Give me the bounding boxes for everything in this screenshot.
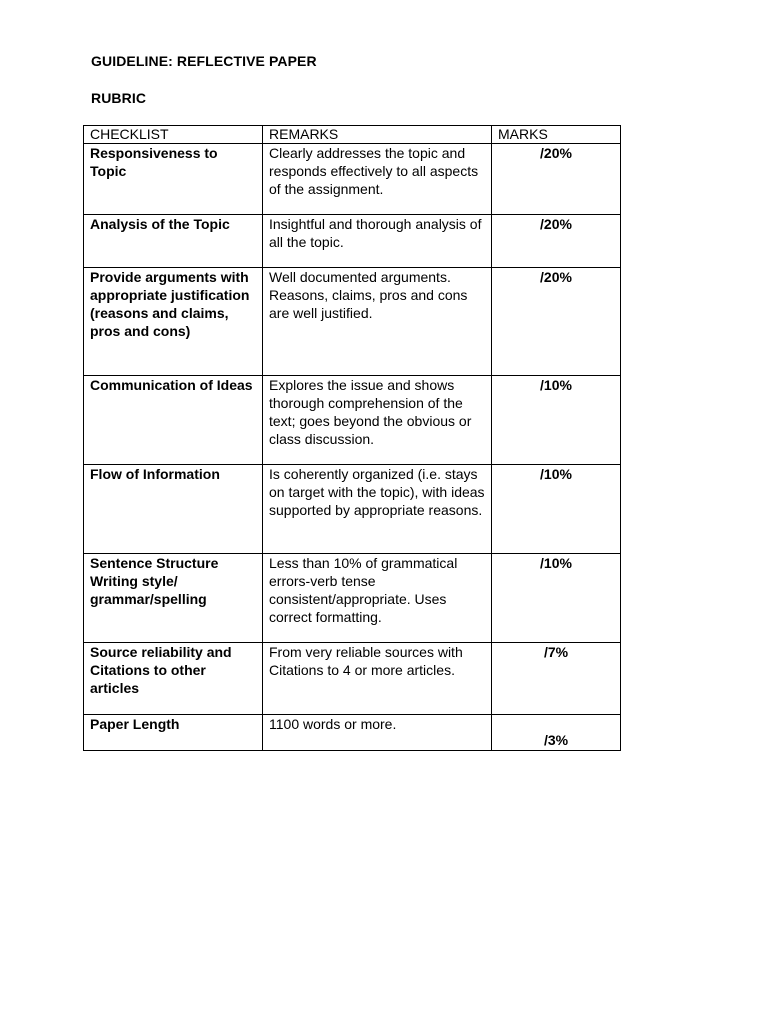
mark-cell: /3% [492,715,621,751]
criterion-cell: Provide arguments with appropriate justification (reasons and claims, pros and cons) [84,268,263,376]
column-header-marks: MARKS [492,126,621,144]
table-row [84,643,621,715]
section-heading: RUBRIC [91,90,147,106]
remark-cell: Clearly addresses the topic and responds effectively to all aspects of the assignment. [263,144,492,215]
table-row [84,554,621,643]
criterion-cell: Flow of Information [84,465,263,554]
table-row [84,215,621,268]
rubric-table [83,125,621,751]
table-row [84,715,621,751]
table-row [84,144,621,215]
column-header-checklist: CHECKLIST [84,126,263,144]
criterion-cell: Source reliability and Citations to other articles [84,643,263,715]
table-row [84,465,621,554]
mark-cell: /10% [492,465,621,554]
criterion-cell: Responsiveness to Topic [84,144,263,215]
remark-cell: From very reliable sources with Citations to 4 or more articles. [263,643,492,715]
remark-cell: Insightful and thorough analysis of all the topic. [263,215,492,268]
mark-cell: /20% [492,144,621,215]
criterion-cell: Paper Length [84,715,263,751]
mark-cell: /10% [492,376,621,465]
criterion-cell: Communication of Ideas [84,376,263,465]
criterion-cell: Analysis of the Topic [84,215,263,268]
remark-cell: 1100 words or more. [263,715,492,751]
table-row [84,268,621,376]
mark-cell: /10% [492,554,621,643]
mark-cell: /20% [492,268,621,376]
table-row [84,376,621,465]
remark-cell: Well documented arguments. Reasons, claims, pros and cons are well justified. [263,268,492,376]
column-header-remarks: REMARKS [263,126,492,144]
remark-cell: Less than 10% of grammatical errors-verb tense consistent/appropriate. Uses correct formatting. [263,554,492,643]
document-title: GUIDELINE: REFLECTIVE PAPER [91,53,317,69]
header-row [84,126,621,144]
remark-cell: Is coherently organized (i.e. stays on target with the topic), with ideas supported by appropriate reasons. [263,465,492,554]
mark-cell: /7% [492,643,621,715]
criterion-cell: Sentence Structure Writing style/ grammar/spelling [84,554,263,643]
remark-cell: Explores the issue and shows thorough comprehension of the text; goes beyond the obvious or class discussion. [263,376,492,465]
mark-cell: /20% [492,215,621,268]
